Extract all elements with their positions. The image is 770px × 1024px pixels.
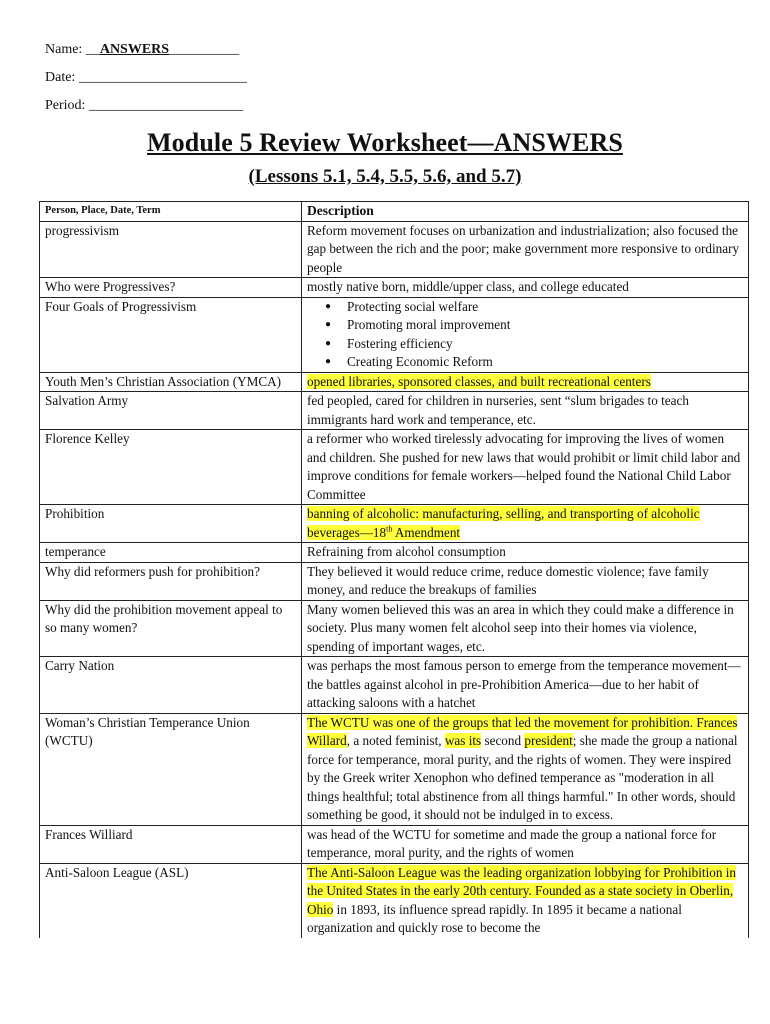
highlighted-text: president xyxy=(524,733,573,748)
description-cell: mostly native born, middle/upper class, and college educated xyxy=(302,278,749,298)
term-cell: Woman’s Christian Temperance Union (WCTU) xyxy=(40,713,302,825)
description-cell: Refraining from alcohol consumption xyxy=(302,543,749,563)
highlighted-text: was its xyxy=(444,733,482,748)
table-row xyxy=(40,221,749,278)
worksheet-subtitle: (Lessons 5.1, 5.4, 5.5, 5.6, and 5.7) xyxy=(248,166,522,187)
description-cell xyxy=(302,713,749,825)
highlighted-text: The Anti-Saloon League was the leading organization lobbying for Prohibition in the United States in the early 20th century. Founded as a state society in Oberlin, Ohio xyxy=(307,864,736,917)
plain-text: ; she made the group a national force for temperance, moral purity, and the rights of women. They were inspired by the Greek writer Xenophon who defined temperance as "moderation in all things healthful; total abstinence from all things harmful." In other words, should something be good, it should not be indulged in to excess. xyxy=(307,733,738,822)
description-cell xyxy=(302,863,749,938)
plain-text: second xyxy=(481,733,525,748)
list-item: ● Promoting moral improvement xyxy=(347,316,743,335)
description-cell xyxy=(302,297,749,372)
goals-list xyxy=(307,298,743,372)
term-cell: Anti-Saloon League (ASL) xyxy=(40,863,302,938)
name-trailing: __________ xyxy=(169,42,240,57)
highlighted-segment: Amendment xyxy=(392,524,461,540)
date-line: Date: ________________________ xyxy=(45,70,247,85)
highlighted-text xyxy=(307,506,700,540)
term-cell: Prohibition xyxy=(40,505,302,543)
description-cell: fed peopled, cared for children in nurseries, sent “slum brigades to teach immigrants hard work and temperance, etc. xyxy=(302,392,749,430)
student-info-header xyxy=(45,36,247,120)
table-header-row xyxy=(40,202,749,222)
name-label: Name: __ xyxy=(45,42,100,57)
table-row xyxy=(40,863,749,938)
description-cell: was perhaps the most famous person to emerge from the temperance movement—the battles against alcohol in pre-Prohibition America—due to her habit of attacking saloons with a hatchet xyxy=(302,657,749,714)
table-row xyxy=(40,297,749,372)
table-row xyxy=(40,505,749,543)
table-row xyxy=(40,278,749,298)
plain-text: in 1893, its influence spread rapidly. In 1895 it became a national organization and quickly rose to become the xyxy=(307,901,682,935)
highlighted-text: opened libraries, sponsored classes, and built recreational centers xyxy=(307,373,651,389)
description-cell xyxy=(302,505,749,543)
description-cell: a reformer who worked tirelessly advocating for improving the lives of women and children. She pushed for new laws that would prohibit or limit child labor and improve conditions for female workers—helped found the National Child Labor Committee xyxy=(302,430,749,505)
term-cell: Four Goals of Progressivism xyxy=(40,297,302,372)
name-value: ANSWERS xyxy=(99,42,170,57)
period-line: Period: ______________________ xyxy=(45,98,243,113)
highlighted-text: The WCTU was one of the groups that led the movement for prohibition. Frances Willard xyxy=(307,714,738,748)
list-item: ● Fostering efficiency xyxy=(347,335,743,354)
description-cell: Many women believed this was an area in which they could make a difference in society. Plus many women felt alcohol seep into their homes via violence, spending of important wages, etc. xyxy=(302,600,749,657)
table-row xyxy=(40,372,749,392)
term-cell: Florence Kelley xyxy=(40,430,302,505)
table-row xyxy=(40,392,749,430)
term-cell: progressivism xyxy=(40,221,302,278)
list-item: ● Creating Economic Reform xyxy=(347,353,743,372)
col-header-description: Description xyxy=(302,202,749,222)
list-item: ● Protecting social welfare xyxy=(347,298,743,317)
description-cell: was head of the WCTU for sometime and made the group a national force for temperance, moral purity, and the rights of women xyxy=(302,825,749,863)
table-row xyxy=(40,430,749,505)
worksheet-title: Module 5 Review Worksheet—ANSWERS xyxy=(147,128,623,157)
col-header-term: Person, Place, Date, Term xyxy=(40,202,302,222)
review-table xyxy=(39,201,749,938)
table-row xyxy=(40,713,749,825)
superscript-ordinal: th xyxy=(386,524,393,534)
table-row xyxy=(40,657,749,714)
table-row xyxy=(40,562,749,600)
description-cell: They believed it would reduce crime, reduce domestic violence; fave family money, and reduce the breakups of families xyxy=(302,562,749,600)
term-cell: Salvation Army xyxy=(40,392,302,430)
term-cell: Why did the prohibition movement appeal to so many women? xyxy=(40,600,302,657)
term-cell: Carry Nation xyxy=(40,657,302,714)
term-cell: Who were Progressives? xyxy=(40,278,302,298)
highlighted-segment: banning of alcoholic: manufacturing, selling, and transporting of alcoholic beverages—18 xyxy=(307,506,700,540)
table-row xyxy=(40,543,749,563)
name-line xyxy=(45,36,247,64)
table-row xyxy=(40,600,749,657)
table-row xyxy=(40,825,749,863)
description-cell xyxy=(302,372,749,392)
term-cell: temperance xyxy=(40,543,302,563)
term-cell: Youth Men’s Christian Association (YMCA) xyxy=(40,372,302,392)
term-cell: Frances Williard xyxy=(40,825,302,863)
plain-text: , a noted feminist, xyxy=(346,733,445,748)
term-cell: Why did reformers push for prohibition? xyxy=(40,562,302,600)
description-cell: Reform movement focuses on urbanization and industrialization; also focused the gap between the rich and the poor; make government more responsive to ordinary people xyxy=(302,221,749,278)
